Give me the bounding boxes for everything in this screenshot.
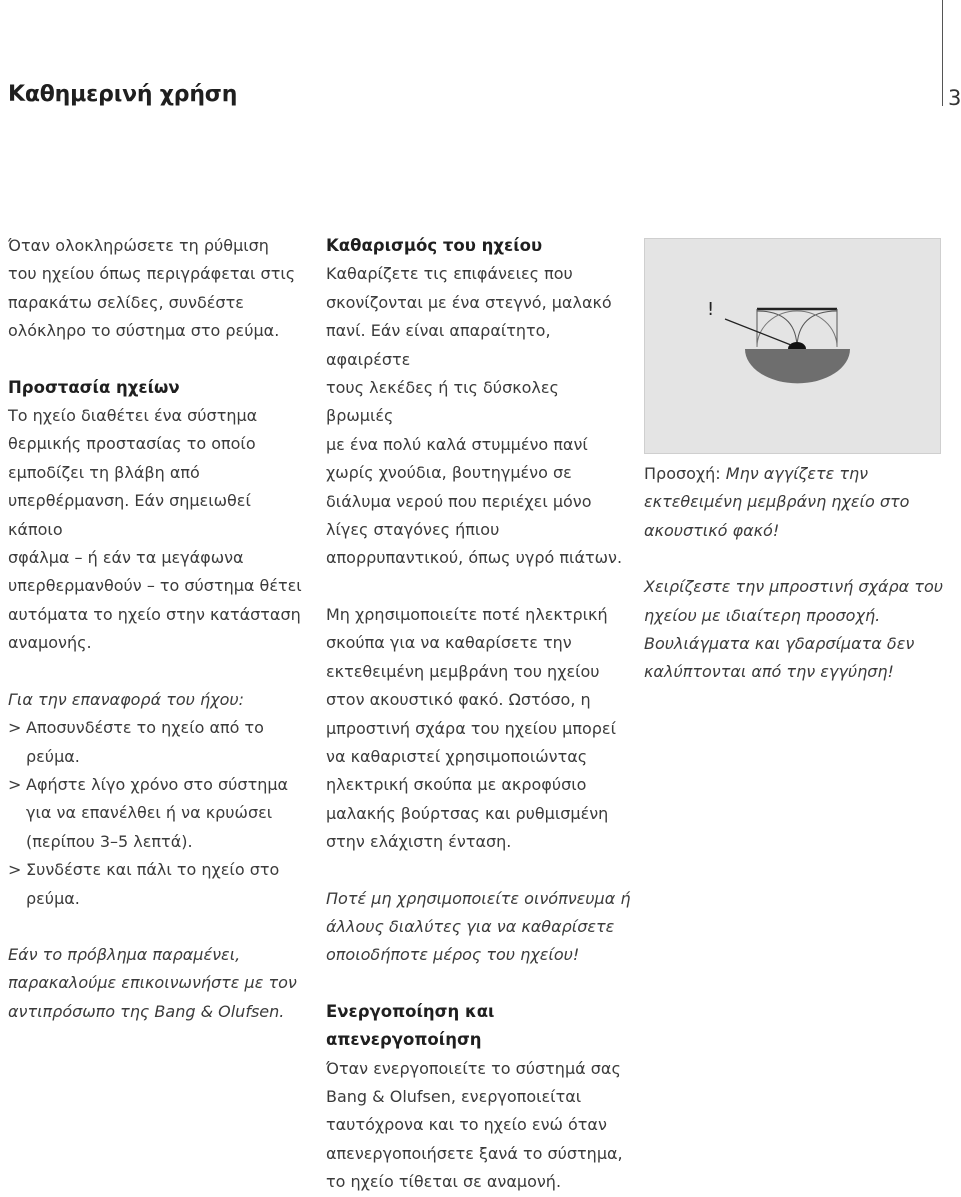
column-right [644, 460, 944, 687]
power-heading: Ενεργοποίηση και απενεργοποίηση [326, 1001, 495, 1050]
contact-note: Εάν το πρόβλημα παραμένει, παρακαλούμε επικοινωνήστε με τον αντιπρόσωπο της Bang & Olufsen. [8, 944, 297, 1021]
list-item: > Αποσυνδέστε το ηχείο από το ρεύμα. [8, 714, 308, 771]
list-item: > Συνδέστε και πάλι το ηχείο στο ρεύμα. [8, 856, 308, 913]
caution-note: Προσοχή: Μην αγγίζετε την εκτεθειμένη μεμβράνη ηχείο στο ακουστικό φακό! [644, 464, 910, 540]
page-title: Καθημερινή χρήση [8, 82, 238, 107]
grille-note: Χειρίζεστε την μπροστινή σχάρα του ηχείου με ιδιαίτερη προσοχή. Βουλιάγματα και γδαρσίματα δεν καλύπτονται από την εγγύηση! [644, 577, 943, 682]
power-paragraph: Όταν ενεργοποιείτε το σύστημά σας Bang & Olufsen, ενεργοποιείται ταυτόχρονα και το ηχείο ενώ όταν απενεργοποιήσετε ξανά το σύστημα, το ηχείο τίθεται σε αναμονή. [326, 1058, 623, 1192]
acoustic-lens-illustration [644, 238, 941, 454]
restore-heading: Για την επαναφορά του ήχου: [8, 689, 245, 709]
page-number: 3 [948, 86, 961, 110]
column-left [8, 232, 308, 1026]
step-marker: > [8, 774, 22, 794]
cleaning-heading: Καθαρισμός του ηχείου [326, 236, 543, 255]
step-marker: > [8, 718, 22, 738]
protection-paragraph: Το ηχείο διαθέτει ένα σύστημα θερμικής προστασίας το οποίο εμποδίζει τη βλάβη από υπερθέρμανση. Εάν σημειωθεί κάποιο σφάλμα – ή εάν τα μεγάφωνα υπερθερμανθούν – το σύστημα θέτει αυτόματα το ηχείο στην κατάσταση αναμονής. [8, 406, 302, 653]
alcohol-warning: Ποτέ μη χρησιμοποιείτε οινόπνευμα ή άλλους διαλύτες για να καθαρίσετε οποιοδήποτε μέρος του ηχείου! [326, 888, 631, 965]
restore-steps-list [8, 714, 308, 913]
vacuum-paragraph: Μη χρησιμοποιείτε ποτέ ηλεκτρική σκούπα για να καθαρίσετε την εκτεθειμένη μεμβράνη του ηχείου στον ακουστικό φακό. Ωστόσο, η μπροστινή σχάρα του ηχείου μπορεί να καθαριστεί χρησιμοποιώντας ηλεκτρική σκούπα με ακροφύσιο μαλακής βούρτσας και ρυθμισμένη στην ελάχιστη ένταση. [326, 604, 616, 852]
intro-paragraph: Όταν ολοκληρώσετε τη ρύθμιση του ηχείου όπως περιγράφεται στις παρακάτω σελίδες, συνδέστε ολόκληρο το σύστημα στο ρεύμα. [8, 236, 296, 341]
cleaning-paragraph: Καθαρίζετε τις επιφάνειες που σκονίζονται με ένα στεγνό, μαλακό πανί. Εάν είναι απαραίτητο, αφαιρέστε τους λεκέδες ή τις δύσκολες βρωμιές με ένα πολύ καλά στυμμένο πανί χωρίς χνούδια, βουτηγμένο σε διάλυμα νερού που περιέχει μόνο λίγες σταγόνες ήπιου απορρυπαντικού, όπως υγρό πιάτων. [326, 264, 623, 568]
protection-heading: Προστασία ηχείων [8, 377, 180, 397]
header-divider [942, 0, 943, 106]
acoustic-lens-membrane-icon [645, 239, 942, 455]
step-marker: > [8, 860, 22, 880]
caution-label: Προσοχή: [644, 464, 721, 483]
caution-exclamation: ! [707, 299, 715, 320]
column-middle [326, 232, 631, 1197]
list-item: > Αφήστε λίγο χρόνο στο σύστημα για να επανέλθει ή να κρυώσει (περίπου 3–5 λεπτά). [8, 771, 308, 856]
